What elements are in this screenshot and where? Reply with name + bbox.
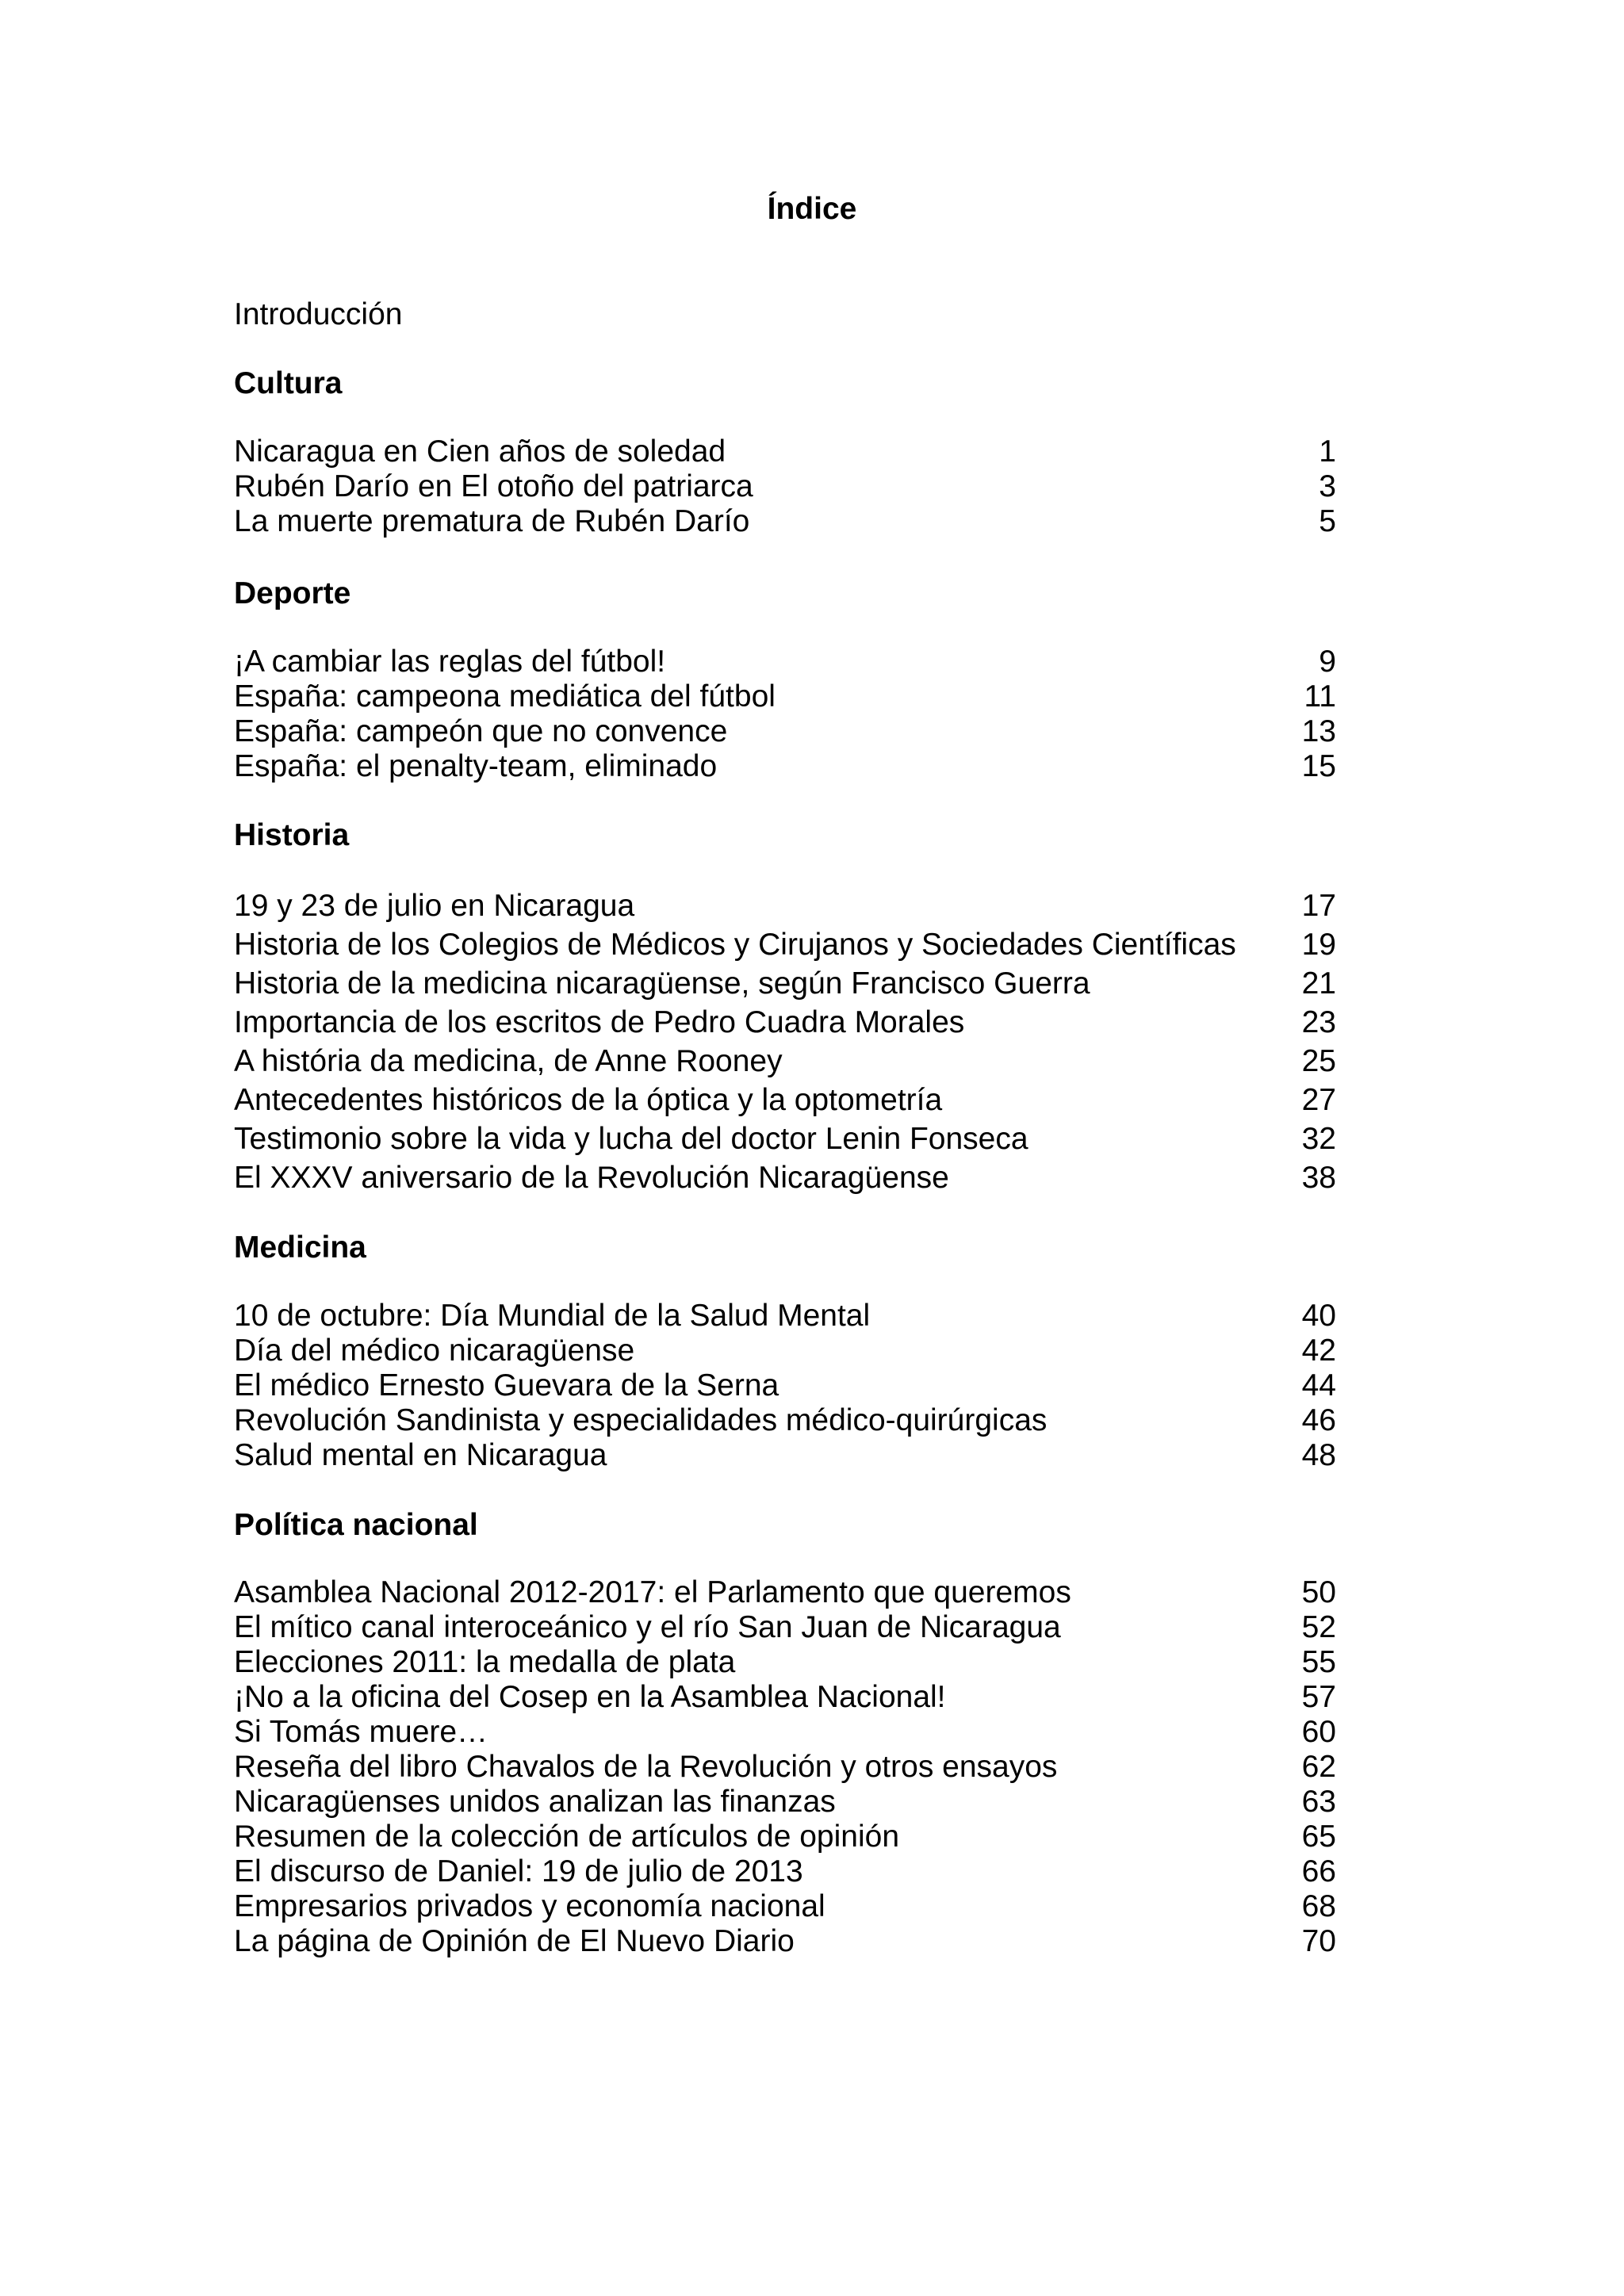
toc-entry (234, 1854, 1336, 1889)
toc-entry-title: Rubén Darío en El otoño del patriarca (234, 469, 753, 503)
toc-entry-title: Importancia de los escritos de Pedro Cuadra Morales (234, 1005, 965, 1039)
toc-entry (234, 1715, 1336, 1750)
toc-entry-page: 70 (1301, 1924, 1336, 1958)
toc-entry-page: 57 (1301, 1680, 1336, 1714)
toc-entry-title: Nicaragua en Cien años de soledad (234, 434, 726, 469)
toc-entry-page: 65 (1301, 1820, 1336, 1854)
section-entries-historia (234, 886, 1336, 1197)
intro-heading: Introducción (234, 297, 403, 331)
toc-entry-title: Historia de la medicina nicaragüense, según Francisco Guerra (234, 966, 1090, 1001)
toc-entry (234, 1820, 1336, 1854)
toc-entry-title: Historia de los Colegios de Médicos y Cirujanos y Sociedades Científicas (234, 928, 1236, 962)
toc-entry (234, 1785, 1336, 1820)
toc-entry-page: 21 (1301, 966, 1336, 1001)
toc-entry-page: 15 (1301, 749, 1336, 783)
section-entries-cultura (234, 434, 1336, 539)
toc-entry-title: El médico Ernesto Guevara de la Serna (234, 1368, 779, 1402)
toc-entry-page: 40 (1301, 1299, 1336, 1333)
toc-entry-title: La página de Opinión de El Nuevo Diario (234, 1924, 795, 1958)
toc-entry (234, 1889, 1336, 1924)
toc-entry (234, 1610, 1336, 1645)
toc-entry (234, 1575, 1336, 1610)
toc-entry-title: España: campeona mediática del fútbol (234, 679, 776, 714)
toc-entry-title: 19 y 23 de julio en Nicaragua (234, 889, 635, 923)
toc-entry-page: 32 (1301, 1122, 1336, 1156)
toc-entry (234, 434, 1336, 469)
toc-entry (234, 469, 1336, 504)
toc-entry (234, 1645, 1336, 1680)
toc-entry-title: La muerte prematura de Rubén Darío (234, 504, 750, 538)
toc-entry-title: Revolución Sandinista y especialidades médico-quirúrgicas (234, 1403, 1048, 1437)
toc-entry (234, 1368, 1336, 1403)
toc-entry-page: 11 (1304, 679, 1336, 714)
toc-entry-page: 17 (1301, 889, 1336, 923)
toc-entry (234, 964, 1336, 1003)
toc-entry (234, 886, 1336, 925)
toc-entry (234, 1158, 1336, 1197)
toc-entry (234, 1438, 1336, 1473)
toc-entry (234, 504, 1336, 539)
section-entries-deporte (234, 645, 1336, 784)
toc-entry (234, 1924, 1336, 1959)
toc-entry-page: 27 (1301, 1083, 1336, 1117)
toc-entry (234, 1042, 1336, 1081)
toc-entry-title: España: el penalty-team, eliminado (234, 749, 718, 783)
toc-entry (234, 1403, 1336, 1438)
section-title-politica-nacional: Política nacional (234, 1508, 478, 1542)
section-title-medicina: Medicina (234, 1230, 366, 1265)
toc-entry-page: 52 (1301, 1610, 1336, 1644)
toc-entry-page: 46 (1301, 1403, 1336, 1437)
section-title-cultura: Cultura (234, 366, 343, 400)
toc-entry-title: 10 de octubre: Día Mundial de la Salud Mental (234, 1299, 871, 1333)
toc-entry-title: Si Tomás muere… (234, 1715, 488, 1749)
toc-entry (234, 1299, 1336, 1334)
section-title-deporte: Deporte (234, 576, 351, 610)
toc-entry-page: 9 (1319, 645, 1336, 679)
toc-entry-title: ¡No a la oficina del Cosep en la Asamblea Nacional! (234, 1680, 946, 1714)
toc-entry-title: Testimonio sobre la vida y lucha del doctor Lenin Fonseca (234, 1122, 1028, 1156)
toc-entry-page: 60 (1301, 1715, 1336, 1749)
toc-entry (234, 1003, 1336, 1042)
toc-entry (234, 925, 1336, 964)
section-title-historia: Historia (234, 818, 350, 852)
toc-entry (234, 645, 1336, 679)
toc-entry-page: 44 (1301, 1368, 1336, 1402)
toc-entry-page: 55 (1301, 1645, 1336, 1679)
toc-entry (234, 749, 1336, 784)
toc-entry-page: 38 (1301, 1161, 1336, 1195)
toc-entry-title: El discurso de Daniel: 19 de julio de 2013 (234, 1854, 803, 1888)
toc-entry-title: Reseña del libro Chavalos de la Revolución y otros ensayos (234, 1750, 1058, 1784)
toc-entry-page: 48 (1301, 1438, 1336, 1472)
toc-entry-title: Elecciones 2011: la medalla de plata (234, 1645, 736, 1679)
toc-entry-page: 13 (1301, 714, 1336, 748)
toc-entry-title: A história da medicina, de Anne Rooney (234, 1044, 783, 1078)
toc-entry-page: 19 (1301, 928, 1336, 962)
section-entries-medicina (234, 1299, 1336, 1473)
toc-entry (234, 1081, 1336, 1119)
toc-entry-title: Empresarios privados y economía nacional (234, 1889, 825, 1923)
toc-entry-page: 68 (1301, 1889, 1336, 1923)
toc-entry (234, 714, 1336, 749)
toc-entry-page: 1 (1319, 434, 1336, 469)
toc-entry-title: Antecedentes históricos de la óptica y la optometría (234, 1083, 943, 1117)
toc-entry-title: Asamblea Nacional 2012-2017: el Parlamento que queremos (234, 1575, 1071, 1609)
toc-entry (234, 679, 1336, 714)
section-entries-politica-nacional (234, 1575, 1336, 1959)
toc-entry-title: Nicaragüenses unidos analizan las finanzas (234, 1785, 836, 1819)
toc-entry-page: 3 (1319, 469, 1336, 503)
toc-entry (234, 1334, 1336, 1368)
toc-entry-page: 23 (1301, 1005, 1336, 1039)
toc-entry-title: El XXXV aniversario de la Revolución Nicaragüense (234, 1161, 949, 1195)
toc-entry-page: 5 (1319, 504, 1336, 538)
toc-entry-title: Día del médico nicaragüense (234, 1334, 635, 1368)
toc-entry-page: 25 (1301, 1044, 1336, 1078)
toc-entry (234, 1680, 1336, 1715)
toc-entry-title: Resumen de la colección de artículos de opinión (234, 1820, 900, 1854)
toc-entry-page: 63 (1301, 1785, 1336, 1819)
page-title: Índice (767, 192, 857, 226)
toc-entry (234, 1119, 1336, 1158)
toc-entry-page: 66 (1301, 1854, 1336, 1888)
toc-entry-title: ¡A cambiar las reglas del fútbol! (234, 645, 666, 679)
toc-entry-page: 62 (1301, 1750, 1336, 1784)
toc-entry-title: El mítico canal interoceánico y el río San Juan de Nicaragua (234, 1610, 1061, 1644)
toc-entry-title: España: campeón que no convence (234, 714, 728, 748)
toc-entry (234, 1750, 1336, 1785)
toc-entry-title: Salud mental en Nicaragua (234, 1438, 607, 1472)
toc-entry-page: 50 (1301, 1575, 1336, 1609)
toc-entry-page: 42 (1301, 1334, 1336, 1368)
